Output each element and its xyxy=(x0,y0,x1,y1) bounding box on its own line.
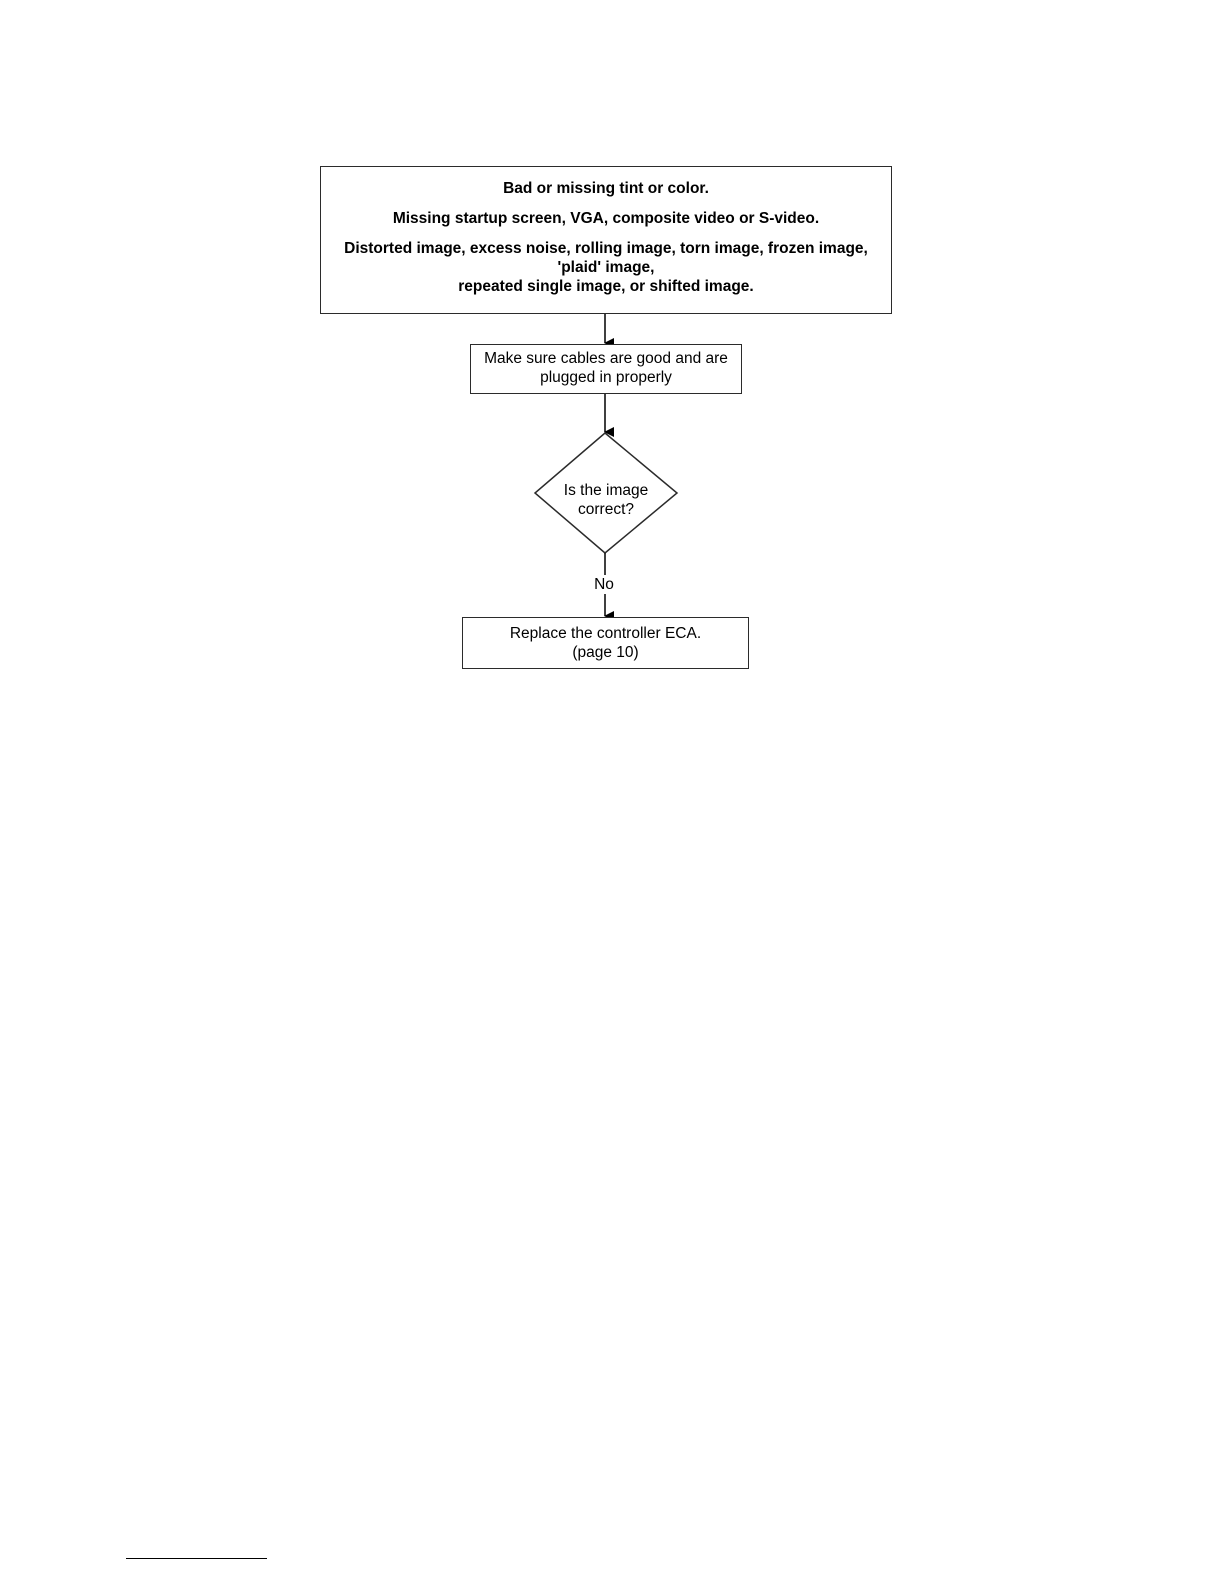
decision-line-2: correct? xyxy=(578,501,634,518)
symptom-tint: Bad or missing tint or color. xyxy=(503,180,709,197)
check-cables-line-2: plugged in properly xyxy=(540,369,672,386)
check-cables-line-1: Make sure cables are good and are xyxy=(484,350,728,367)
replace-controller-box xyxy=(462,617,749,669)
decision-line-1: Is the image xyxy=(563,482,649,499)
symptom-missing-screen: Missing startup screen, VGA, composite video or S-video. xyxy=(392,210,820,227)
symptom-distorted-line-3: repeated single image, or shifted image. xyxy=(458,278,754,295)
no-branch-label: No xyxy=(584,575,624,594)
symptoms-box xyxy=(320,166,892,314)
replace-line-1: Replace the controller ECA. xyxy=(509,625,702,642)
replace-line-2: (page 10) xyxy=(572,644,639,661)
footnote-separator xyxy=(126,1558,267,1559)
symptom-distorted-image xyxy=(321,239,891,296)
symptom-distorted-line-1: Distorted image, excess noise, rolling image, torn image, frozen image, xyxy=(344,240,868,257)
check-cables-box xyxy=(470,344,742,394)
decision-label xyxy=(535,481,677,519)
symptom-distorted-line-2: 'plaid' image, xyxy=(557,259,655,276)
